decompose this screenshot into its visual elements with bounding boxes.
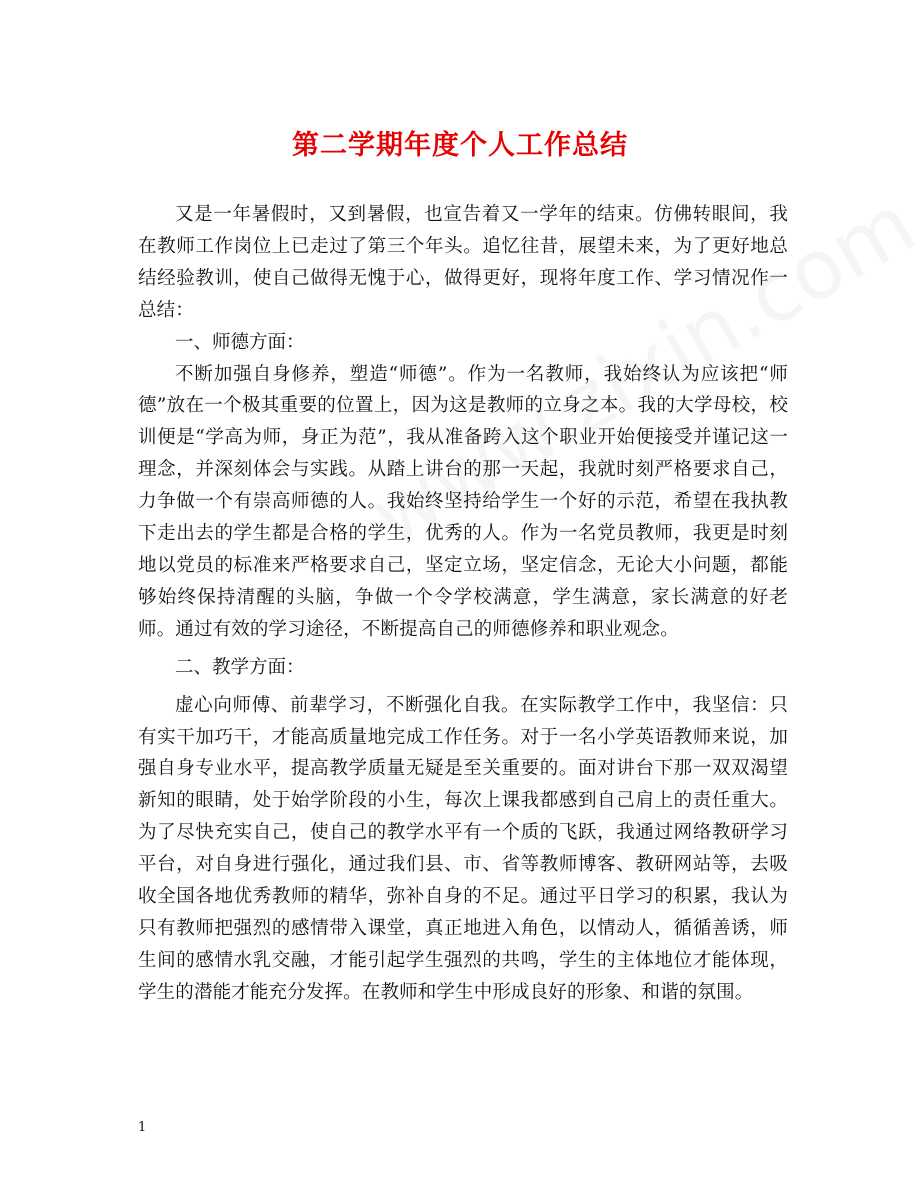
- document-body: [138, 199, 788, 1009]
- intro-paragraph: 又是一年暑假时，又到暑假，也宣告着又一学年的结束。仿佛转眼间，我在教师工作岗位上已走过了第三个年头。追忆往昔，展望未来，为了更好地总结经验教训，使自己做得无愧于心，做得更好，现将年度工作、学习情况作一总结：: [138, 204, 788, 321]
- page-number: 1: [138, 1120, 147, 1135]
- teaching-paragraph: 虚心向师傅、前辈学习，不断强化自我。在实际教学工作中，我坚信：只有实干加巧干，才能高质量地完成工作任务。对于一名小学英语教师来说，加强自身专业水平，提高教学质量无疑是至关重要的。面对讲台下那一双双渴望新知的眼睛，处于始学阶段的小生，每次上课我都感到自己肩上的责任重大。为了尽快充实自己，使自己的教学水平有一个质的飞跃，我通过网络教研学习平台，对自身进行强化，通过我们县、市、省等教师博客、教研网站等，去吸收全国各地优秀教师的精华，弥补自身的不足。通过平日学习的积累，我认为只有教师把强烈的感情带入课堂，真正地进入角色，以情动人，循循善诱，师生间的感情水乳交融，才能引起学生强烈的共鸣，学生的主体地位才能体现，学生的潜能才能充分发挥。在教师和学生中形成良好的形象、和谐的氛围。: [138, 694, 788, 1003]
- section-heading-ethics: 一、师德方面：: [175, 331, 305, 353]
- document-title: 第二学期年度个人工作总结: [292, 130, 628, 161]
- ethics-paragraph: 不断加强自身修养，塑造“师德”。作为一名教师，我始终认为应该把“师德”放在一个极其重要的位置上，因为这是教师的立身之本。我的大学母校，校训便是“学高为师，身正为范”，我从准备跨入这个职业开始便接受并谨记这一理念，并深刻体会与实践。从踏上讲台的那一天起，我就时刻严格要求自己，力争做一个有崇高师德的人。我始终坚持给学生一个好的示范，希望在我执教下走出去的学生都是合格的学生，优秀的人。作为一名党员教师，我更是时刻地以党员的标准来严格要求自己，坚定立场，坚定信念，无论大小问题，都能够始终保持清醒的头脑，争做一个令学校满意，学生满意，家长满意的好老师。通过有效的学习途径，不断提高自己的师德修养和职业观念。: [138, 363, 788, 640]
- section-heading-teaching: 二、教学方面：: [175, 656, 305, 678]
